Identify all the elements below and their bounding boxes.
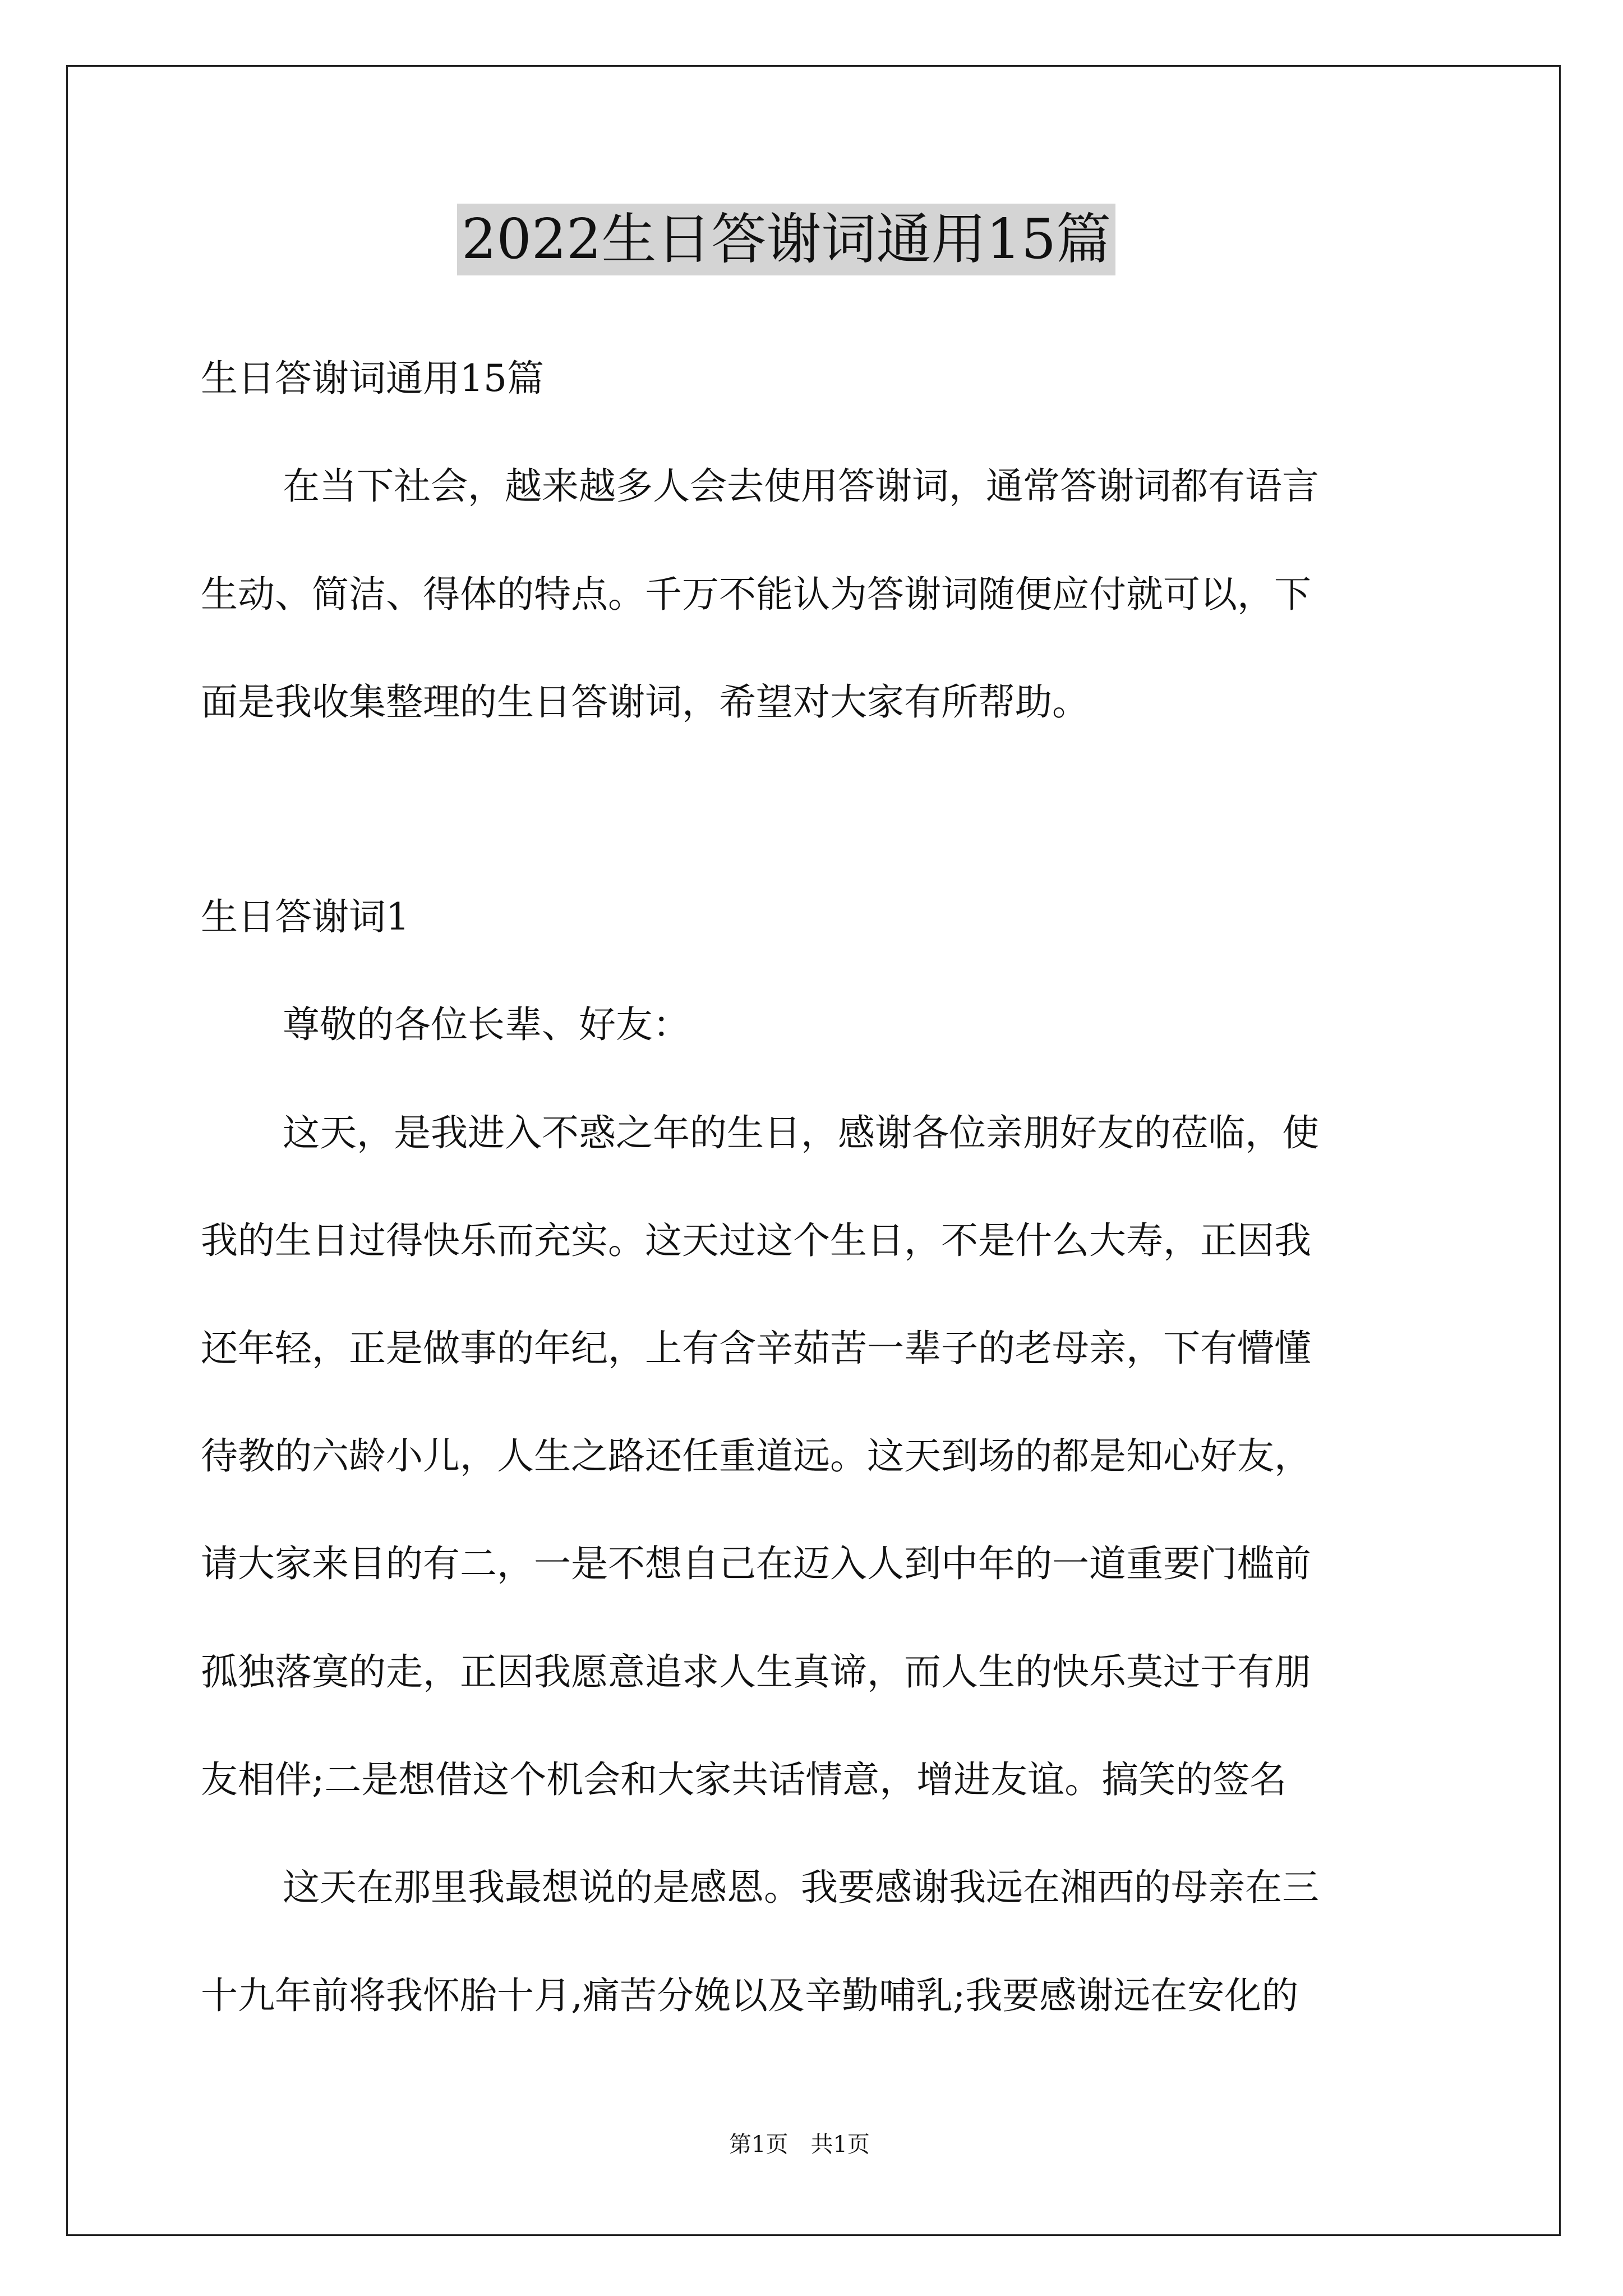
section-heading: 生日答谢词1 [201, 895, 409, 938]
salutation: 尊敬的各位长辈、好友： [283, 1003, 690, 1046]
paragraph1-line-5: 请大家来目的有二，一是不想自己在迈入人到中年的一道重要门槛前 [201, 1542, 1311, 1585]
intro-line-2: 生动、简洁、得体的特点。千万不能认为答谢词随便应付就可以，下 [201, 573, 1311, 616]
paragraph1-line-1: 这天，是我进入不惑之年的生日，感谢各位亲朋好友的莅临，使 [283, 1111, 1319, 1154]
subtitle: 生日答谢词通用15篇 [201, 357, 544, 400]
intro-line-1: 在当下社会，越来越多人会去使用答谢词，通常答谢词都有语言 [283, 464, 1319, 508]
paragraph2-line-1: 这天在那里我最想说的是感恩。我要感谢我远在湘西的母亲在三 [283, 1866, 1319, 1909]
paragraph1-line-3: 还年轻，正是做事的年纪，上有含辛茹苦一辈子的老母亲，下有懵懂 [201, 1327, 1311, 1370]
paragraph1-line-6: 孤独落寞的走，正因我愿意追求人生真谛，而人生的快乐莫过于有朋 [201, 1650, 1311, 1694]
page-footer: 第1页 共1页 [729, 2132, 870, 2157]
intro-line-3: 面是我收集整理的生日答谢词，希望对大家有所帮助。 [201, 680, 1089, 724]
paragraph1-line-7: 友相伴;二是想借这个机会和大家共话情意，增进友谊。搞笑的签名 [201, 1758, 1287, 1801]
paragraph1-line-4: 待教的六龄小儿，人生之路还任重道远。这天到场的都是知心好友， [201, 1434, 1311, 1478]
paragraph2-line-2: 十九年前将我怀胎十月,痛苦分娩以及辛勤哺乳;我要感谢远在安化的 [201, 1974, 1299, 2017]
paragraph1-line-2: 我的生日过得快乐而充实。这天过这个生日，不是什么大寿，正因我 [201, 1219, 1311, 1262]
document-title: 2022生日答谢词通用15篇 [457, 204, 1115, 275]
